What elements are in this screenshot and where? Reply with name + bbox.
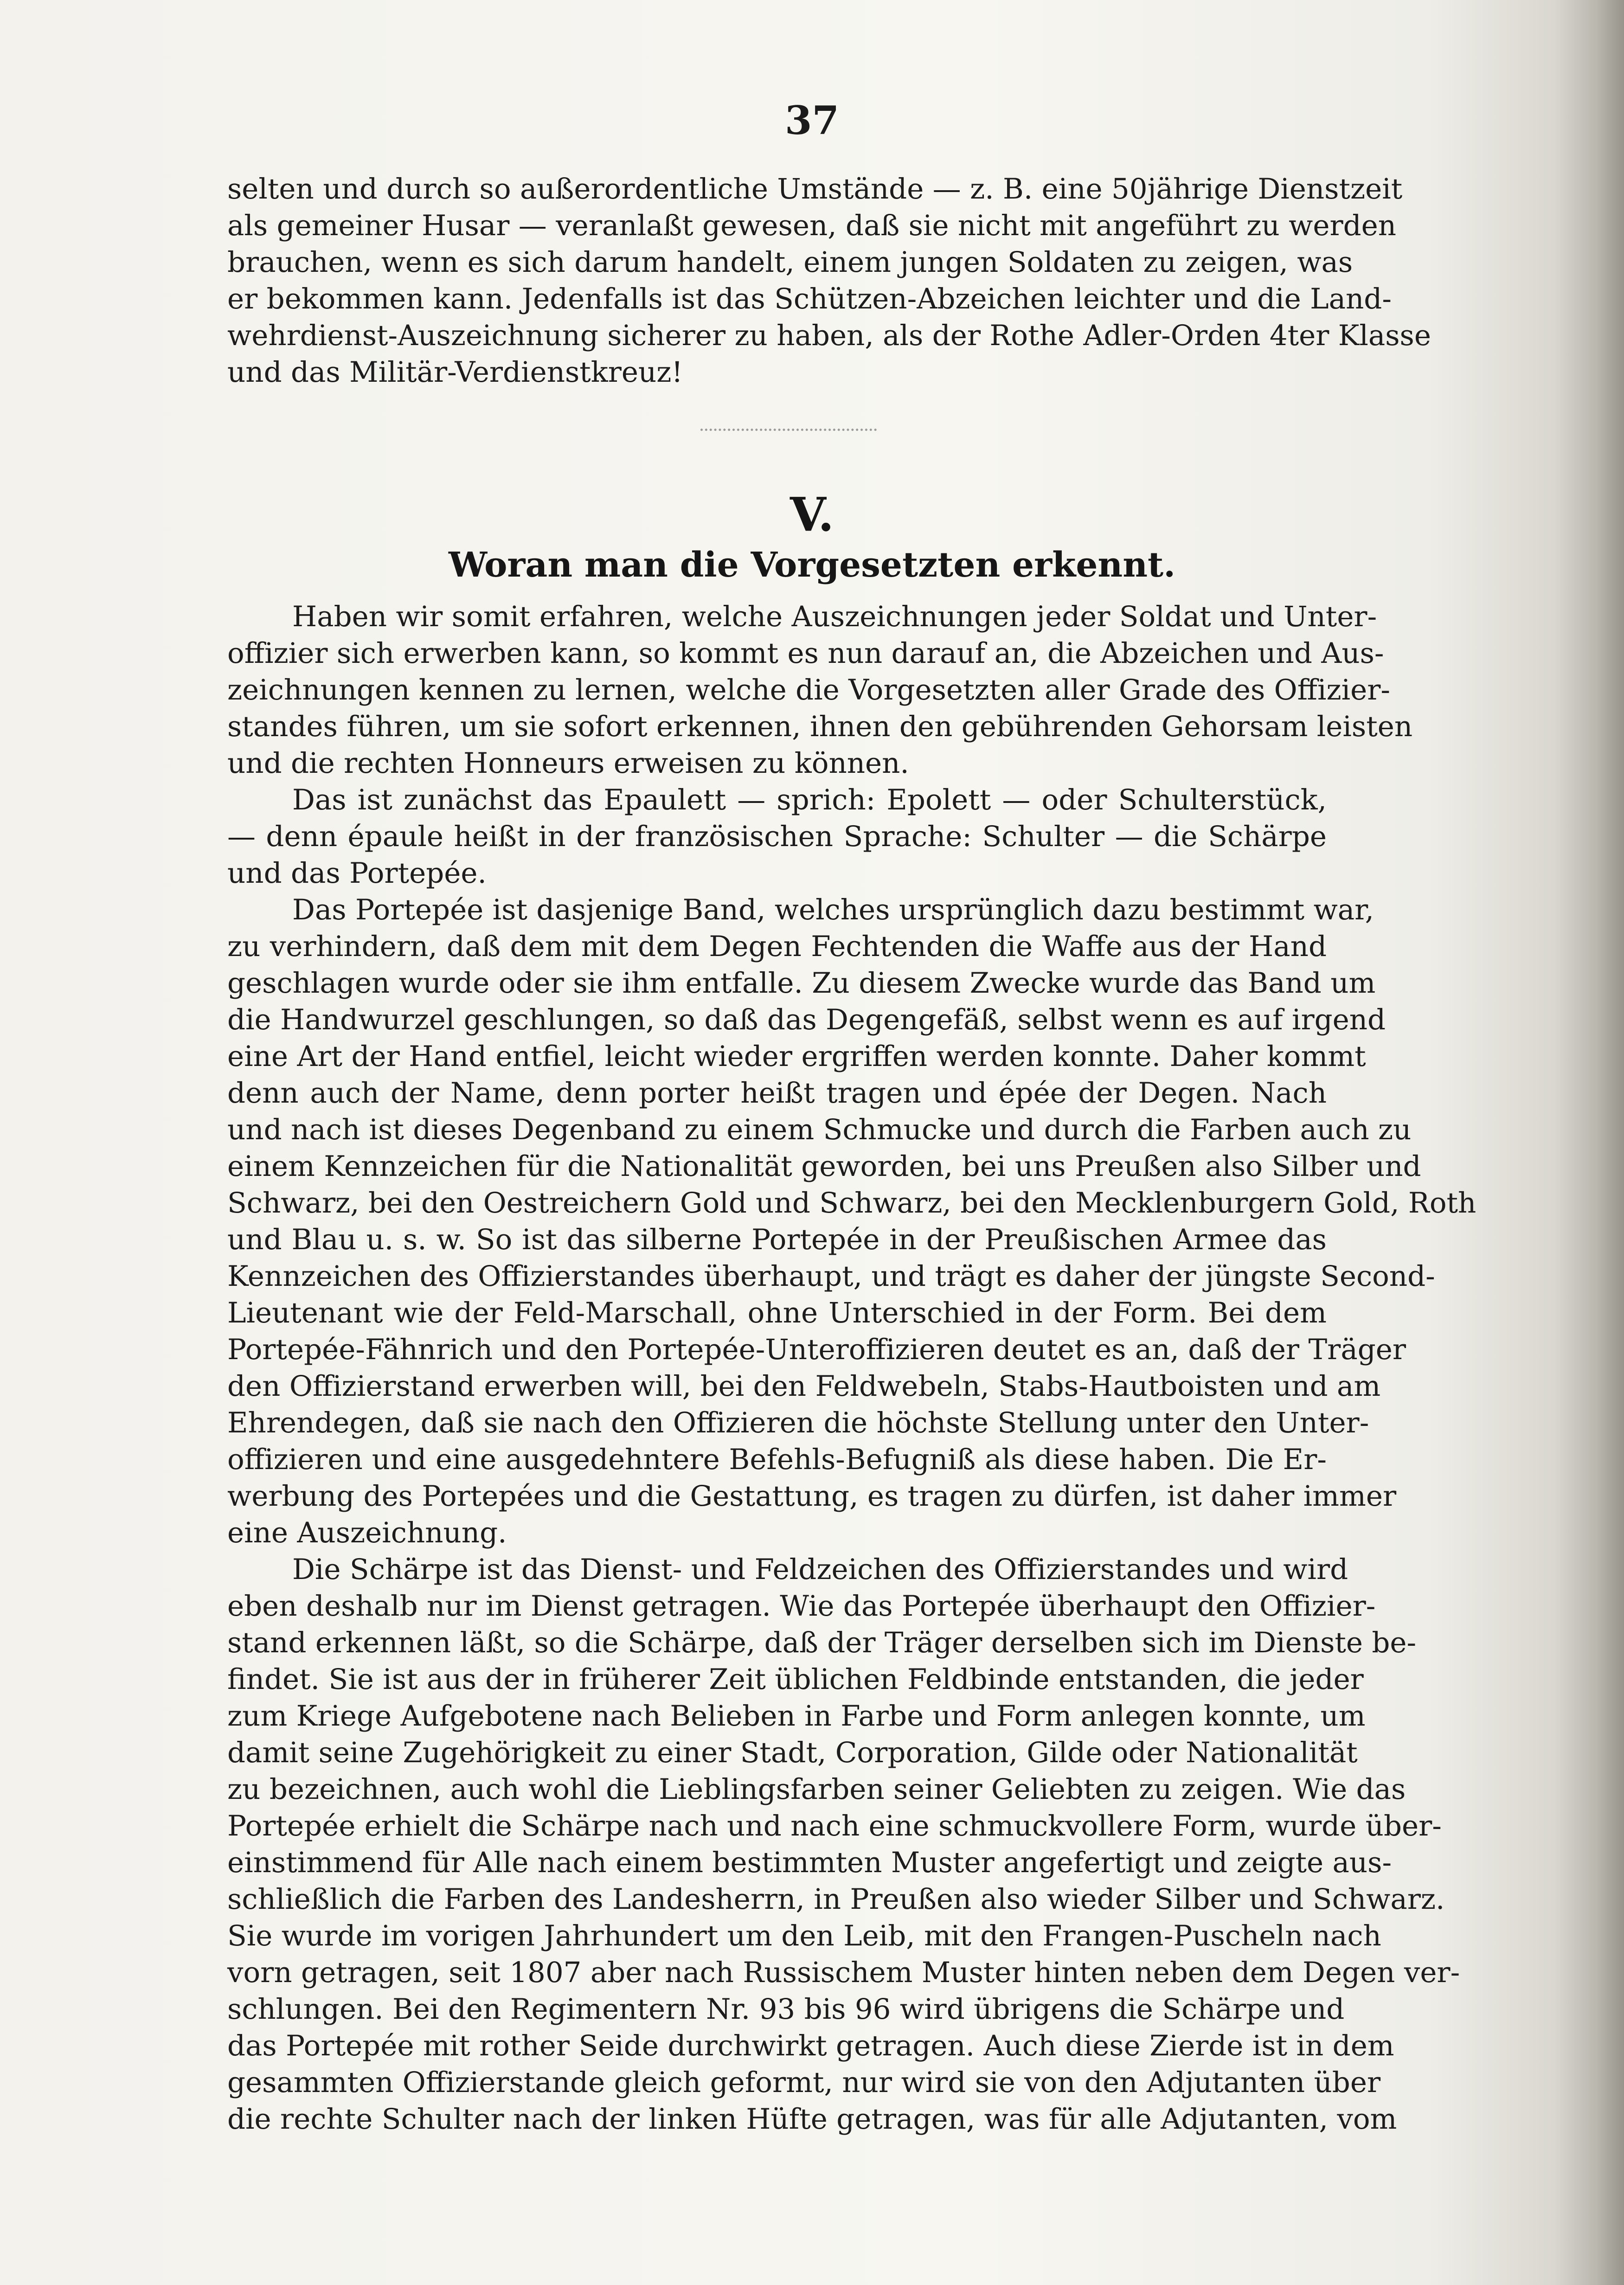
- page-edge-shadow: [1554, 0, 1624, 2285]
- section-body: [227, 598, 1476, 2137]
- text-line: er bekommen kann. Jedenfalls ist das Schützen-Abzeichen leichter und die Land-: [227, 282, 1392, 315]
- text-line: Lieutenant wie der Feld-Marschall, ohne Unterschied in der Form. Bei dem: [227, 1297, 1327, 1329]
- text-line: und nach ist dieses Degenband zu einem Schmucke und durch die Farben auch zu: [227, 1113, 1412, 1146]
- text-line: geschlagen wurde oder sie ihm entfalle. Zu diesem Zwecke wurde das Band um: [227, 967, 1376, 1000]
- text-line: schlungen. Bei den Regimentern Nr. 93 bis 96 wird übrigens die Schärpe und: [227, 1993, 1345, 2026]
- text-line: als gemeiner Husar — veranlaßt gewesen, daß sie nicht mit angeführt zu werden: [227, 209, 1397, 242]
- text-line: stand erkennen läßt, so die Schärpe, daß der Träger derselben sich im Dienste be-: [227, 1626, 1417, 1659]
- text-line: Sie wurde im vorigen Jahrhundert um den Leib, mit den Frangen-Puscheln nach: [227, 1919, 1381, 1952]
- text-line: standes führen, um sie sofort erkennen, ihnen den gebührenden Gehorsam leisten: [227, 710, 1413, 743]
- text-line: zeichnungen kennen zu lernen, welche die Vorgesetzten aller Grade des Offizier-: [227, 674, 1391, 706]
- text-line: offizieren und eine ausgedehntere Befehls-Befugniß als diese haben. Die Er-: [227, 1443, 1327, 1476]
- text-line: und das Militär-Verdienstkreuz!: [227, 356, 683, 389]
- text-line: zu verhindern, daß dem mit dem Degen Fechtenden die Waffe aus der Hand: [227, 930, 1327, 963]
- text-line: und Blau u. s. w. So ist das silberne Portepée in der Preußischen Armee das: [227, 1223, 1327, 1256]
- text-line: Kennzeichen des Offizierstandes überhaupt, und trägt es daher der jüngste Second-: [227, 1260, 1435, 1293]
- text-line: einem Kennzeichen für die Nationalität geworden, bei uns Preußen also Silber und: [227, 1150, 1421, 1183]
- text-line: damit seine Zugehörigkeit zu einer Stadt, Corporation, Gilde oder Nationalität: [227, 1736, 1358, 1769]
- text-line: und das Portepée.: [227, 857, 487, 890]
- text-line: eine Art der Hand entfiel, leicht wieder ergriffen werden konnte. Daher kommt: [227, 1040, 1366, 1073]
- text-line: Portepée-Fähnrich und den Portepée-Unteroffizieren deutet es an, daß der Träger: [227, 1333, 1406, 1366]
- text-line: findet. Sie ist aus der in früherer Zeit üblichen Feldbinde entstanden, die jeder: [227, 1663, 1364, 1696]
- text-line: offizier sich erwerben kann, so kommt es nun darauf an, die Abzeichen und Aus-: [227, 637, 1384, 670]
- text-line: Schwarz, bei den Oestreichern Gold und Schwarz, bei den Mecklenburgern Gold, Roth: [227, 1187, 1476, 1220]
- text-line: das Portepée mit rother Seide durchwirkt getragen. Auch diese Zierde ist in dem: [227, 2029, 1394, 2062]
- text-line: die Handwurzel geschlungen, so daß das Degengefäß, selbst wenn es auf irgend: [227, 1003, 1386, 1036]
- text-line: Das ist zunächst das Epaulett — sprich: Epolett — oder Schulterstück,: [292, 783, 1327, 816]
- text-line: zu bezeichnen, auch wohl die Lieblingsfarben seiner Geliebten zu zeigen. Wie das: [227, 1773, 1406, 1806]
- text-line: gesammten Offizierstande gleich geformt, nur wird sie von den Adjutanten über: [227, 2066, 1381, 2099]
- text-line: selten und durch so außerordentliche Umstände — z. B. eine 50jährige Dienstzeit: [227, 173, 1403, 205]
- text-line: wehrdienst-Auszeichnung sicherer zu haben, als der Rothe Adler-Orden 4ter Klasse: [227, 319, 1431, 352]
- text-line: vorn getragen, seit 1807 aber nach Russischem Muster hinten neben dem Degen ver-: [227, 1956, 1460, 1989]
- text-line: einstimmend für Alle nach einem bestimmten Muster angefertigt und zeigte aus-: [227, 1846, 1392, 1879]
- text-line: Haben wir somit erfahren, welche Auszeichnungen jeder Soldat und Unter-: [292, 600, 1377, 633]
- text-line: — denn épaule heißt in der französischen Sprache: Schulter — die Schärpe: [227, 820, 1327, 853]
- text-line: die rechte Schulter nach der linken Hüfte getragen, was für alle Adjutanten, vom: [227, 2103, 1397, 2136]
- text-line: Portepée erhielt die Schärpe nach und nach eine schmuckvollere Form, wurde über-: [227, 1810, 1442, 1842]
- continued-paragraph: [227, 171, 1431, 391]
- text-line: schließlich die Farben des Landesherrn, in Preußen also wieder Silber und Schwarz.: [227, 1883, 1445, 1916]
- text-line: eine Auszeichnung.: [227, 1516, 507, 1549]
- text-line: Ehrendegen, daß sie nach den Offizieren die höchste Stellung unter den Unter-: [227, 1406, 1369, 1439]
- page-number: 37: [785, 97, 839, 143]
- text-line: Das Portepée ist dasjenige Band, welches ursprünglich dazu bestimmt war,: [292, 893, 1374, 926]
- text-line: eben deshalb nur im Dienst getragen. Wie das Portepée überhaupt den Offizier-: [227, 1590, 1376, 1623]
- section-number: V.: [790, 487, 834, 542]
- text-line: werbung des Portepées und die Gestattung, es tragen zu dürfen, ist daher immer: [227, 1480, 1397, 1513]
- text-line: und die rechten Honneurs erweisen zu können.: [227, 747, 909, 780]
- text-line: zum Kriege Aufgebotene nach Belieben in Farbe und Form anlegen konnte, um: [227, 1700, 1366, 1733]
- text-line: denn auch der Name, denn porter heißt tragen und épée der Degen. Nach: [227, 1077, 1327, 1110]
- section-divider: [700, 429, 877, 431]
- text-line: brauchen, wenn es sich darum handelt, einem jungen Soldaten zu zeigen, was: [227, 246, 1353, 279]
- section-title: Woran man die Vorgesetzten erkennt.: [449, 545, 1175, 585]
- text-line: den Offizierstand erwerben will, bei den Feldwebeln, Stabs-Hautboisten und am: [227, 1370, 1381, 1403]
- text-line: Die Schärpe ist das Dienst- und Feldzeichen des Offizierstandes und wird: [292, 1553, 1348, 1586]
